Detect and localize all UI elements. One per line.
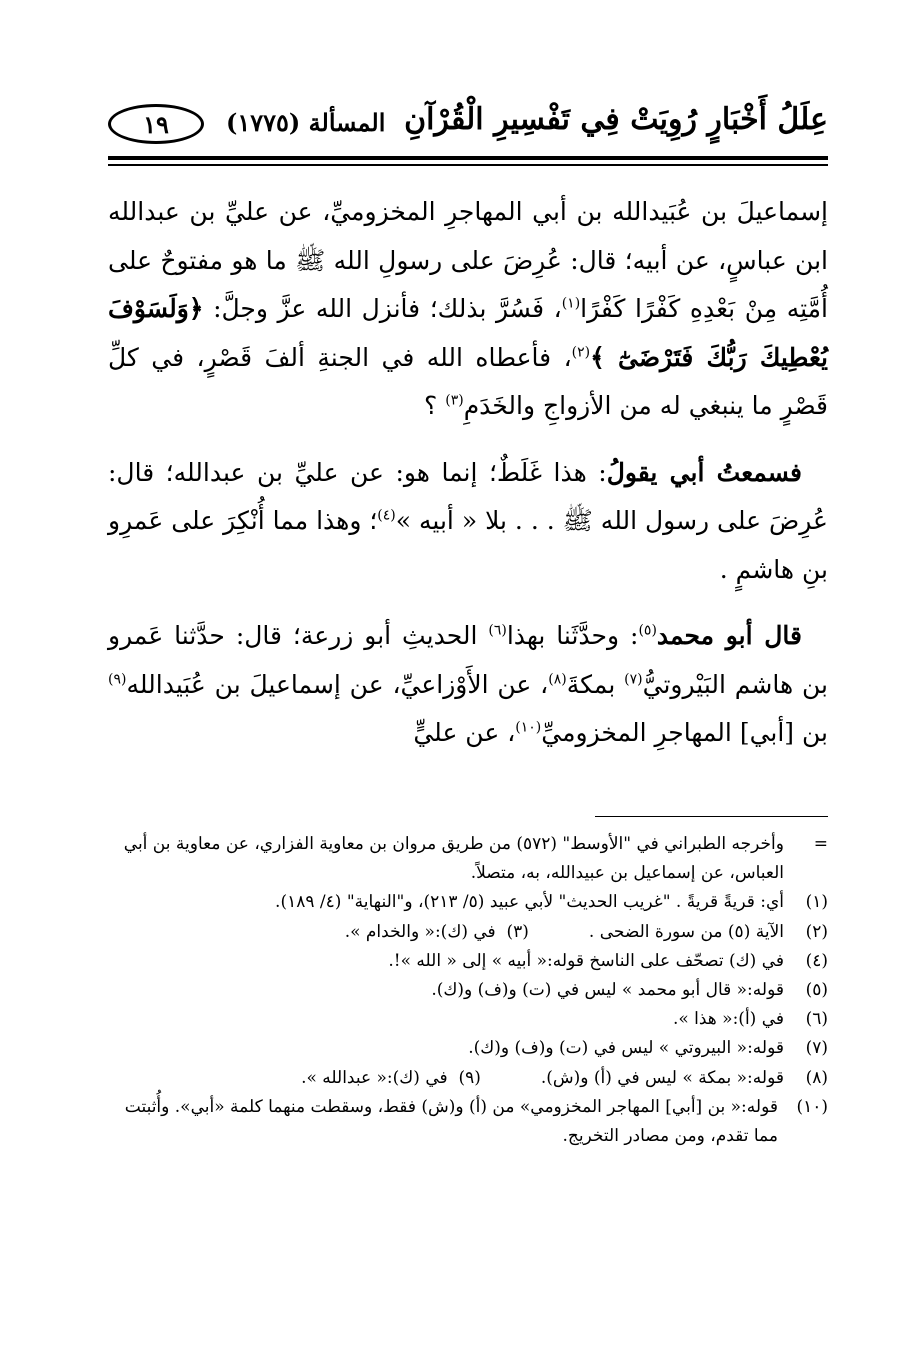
text-span: : وحدَّثَنا بهذا [506, 621, 639, 650]
continuation-marker: = [813, 834, 828, 854]
footnote-text: قوله:« بمكة » ليس في (أ) و(ش). [540, 1067, 784, 1088]
text-span: ، فَسُرَّ بذلك؛ فأنزل الله عزَّ وجلَّ: [203, 294, 562, 323]
speaker-lead: فسمعتُ أبي يقولُ [606, 457, 802, 487]
book-title: عِلَلُ أَخْبَارٍ رُوِيَتْ فِي تَفْسِيرِ الْقُرْآنِ [404, 102, 828, 137]
footnote-number: (٧) [805, 1038, 828, 1059]
footnote-text: في (ك):« عبدالله ». [301, 1067, 448, 1088]
footnote-text: الآية (٥) من سورة الضحى . [588, 921, 784, 942]
footnote-separator [595, 816, 828, 817]
footnote-ref-6: (٦) [488, 622, 507, 639]
page-number: ١٩ [108, 104, 204, 144]
footnotes [108, 830, 828, 1151]
speaker-lead: قال أبو محمد [656, 621, 802, 650]
footnote-7 [108, 1034, 828, 1063]
text-span: : هذا غَلَطٌ؛ إنما هو: عن عليِّ بن عبدالله؛ قال: عُرِضَ على رسول الله ﷺ . . . بلا « أبيه » [108, 457, 828, 535]
footnote-text-pair [108, 1064, 784, 1093]
footnote-number: (٦) [805, 1009, 828, 1030]
footnote-2-3 [108, 918, 828, 947]
footnote-ref-1: (١) [561, 295, 581, 312]
text-span: ، عن عليٍّ [413, 718, 516, 747]
footnote-1 [108, 888, 828, 917]
footnote-number: (٨) [805, 1067, 828, 1088]
footnote-ref-2: (٢) [571, 344, 591, 361]
footnote-continuation [108, 830, 828, 888]
footnote-number: (٢) [805, 921, 828, 942]
text-span: بن [أبي] المهاجرِ المخزوميِّ [541, 718, 828, 747]
footnote-number: (٣) [506, 921, 529, 942]
footnote-8-9 [108, 1064, 828, 1093]
footnote-ref-3: (٣) [445, 392, 464, 409]
text-span: بمكةَ [566, 669, 625, 699]
header-rule-thin [108, 164, 828, 166]
footnote-text: قوله:« بن [أبي] المهاجر المخزومي» من (أ) و(ش) فقط، وسقطت منهما كلمة «أبي». وأُثبتت مما تقدم، ومن مصادر التخريج. [124, 1096, 778, 1147]
footnote-number: (١) [805, 892, 828, 913]
footnote-ref-7: (٧) [624, 671, 643, 688]
footnote-text: وأخرجه الطبراني في "الأوسط" (٥٧٢) من طريق مروان بن معاوية الفزاري، عن معاوية بن أبي العباس، عن إسماعيل بن عبيدالله، به، متصلاً. [123, 834, 784, 884]
footnote-ref-10: (١٠) [515, 719, 542, 736]
quran-verse: ﴿وَلَسَوْفَ يُعْطِيكَ رَبُّكَ فَتَرْضَىٰٓ ﴾ [108, 294, 828, 372]
footnote-text: في (ك) تصحّف على الناسخ قوله:« أبيه » إلى « الله »!. [388, 950, 784, 971]
footnote-number: (٩) [458, 1067, 481, 1088]
footnote-text: أي: قريةً قريةً . "غريب الحديث" لأبي عبيد (٥/ ٢١٣)، و"النهاية" (٤/ ١٨٩). [275, 892, 784, 913]
footnote-text: في (أ):« هذا ». [672, 1009, 784, 1030]
footnote-4 [108, 947, 828, 976]
text-span: ؟ [424, 391, 446, 420]
footnote-text: في (ك):« والخدام ». [344, 921, 496, 942]
footnote-ref-4: (٤) [377, 507, 396, 524]
text-span: ، عن الأَوْزاعيِّ، عن إسماعيلَ بن عُبَيدالله [126, 669, 549, 699]
page-header [108, 98, 828, 158]
footnote-5 [108, 976, 828, 1005]
issue-number: المسألة (١٧٧٥) [226, 108, 386, 137]
footnote-ref-9: (٩) [108, 671, 127, 688]
footnote-ref-5: (٥) [638, 622, 657, 639]
footnote-number: (٤) [805, 950, 828, 971]
main-text [108, 188, 828, 776]
footnote-text: قوله:« البيروتي » ليس في (ت) و(ف) و(ك). [468, 1038, 784, 1059]
paragraph-1 [108, 188, 828, 431]
footnote-text-pair [108, 918, 784, 947]
footnote-number: (٥) [805, 980, 828, 1001]
paragraph-2 [108, 449, 828, 595]
text-span: ، فأعطاه الله في الجنةِ ألفَ قَصْرٍ، في كلِّ قَصْرٍ ما ينبغي له من الأزواجِ والخَدَمِ [108, 342, 828, 420]
paragraph-3 [108, 612, 828, 758]
footnote-ref-8: (٨) [548, 671, 567, 688]
text-span: الحديثِ أبو زرعة؛ قال: حدَّثنا عَمرو بن هاشم البَيْروتيُّ [108, 621, 828, 699]
footnote-10 [108, 1093, 828, 1151]
footnote-number: (١٠) [796, 1096, 828, 1117]
text-span: ؛ وهذا مما أُنْكِرَ على عَمرِو بنِ هاشمٍ . [108, 506, 828, 584]
text-span: إسماعيلَ بن عُبَيدالله بن أبي المهاجرِ المخزوميِّ، عن عليِّ بن عبدالله ابن عباسٍ، عن أبيه؛ قال: عُرِضَ على رسولِ الله ﷺ ما هو مفتوحٌ على أُمَّتِه مِنْ بَعْدِهِ كَفْرًا كَفْرًا [108, 197, 828, 323]
header-rule-thick [108, 156, 828, 160]
footnote-6 [108, 1005, 828, 1034]
footnote-text: قوله:« قال أبو محمد » ليس في (ت) و(ف) و(ك). [431, 980, 784, 1001]
